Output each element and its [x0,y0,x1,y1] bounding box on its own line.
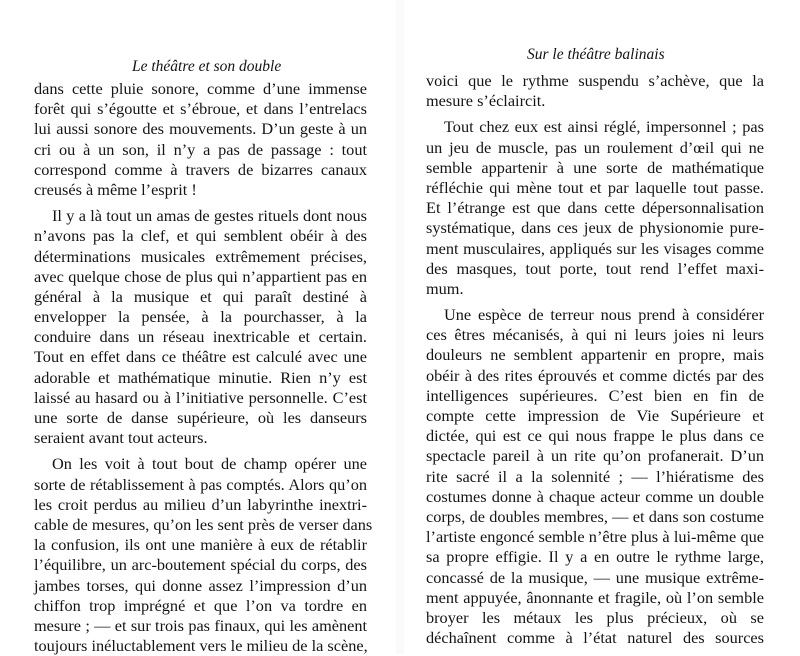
text-line: creusés à même l’esprit ! [34,179,197,199]
text-line: mesure ; — et sur trois pas finaux, qui les amènent [34,615,367,635]
text-line: avec quelque chose de plus qui n’appartient pas en [34,266,367,286]
text-line: semble appartenir à une sorte de mathématique [426,157,764,177]
text-line: général à la musique et qui paraît destiné à [34,286,367,306]
text-line: ment musculaires, appliqués sur les visages comme [426,238,764,258]
text-line: Tout en effet dans ce théâtre est calculé avec une [34,347,367,367]
text-line: seraient avant tout acteurs. [34,428,208,448]
text-line: envelopper la pensée, à la pourchasser, à la [34,307,367,327]
text-line: forêt qui s’égoutte et s’ébroue, et dans l’entrelacs [34,99,367,119]
text-line: Une espèce de terreur nous prend à considérer [444,305,764,325]
text-line: concassé de la musique, — une musique extrême- [426,567,764,587]
text-line: corps, de doubles membres, — et dans son costume [426,506,764,526]
text-line: toujours inéluctablement vers le milieu de la scène, [34,636,368,656]
text-line: ces êtres mécanisés, à qui ni leurs joies ni leurs [426,325,764,345]
text-line: sorte de rétablissement à pas comptés. Alors qu’on [34,474,367,494]
left-text-block [34,79,373,656]
text-line: chiffon trop imprégné et que l’on va tordre en [34,595,367,615]
text-line: sa propre effigie. Il y a en outre le rythme large, [426,547,764,567]
text-line: intelligences supérieures. C’est bien en fin de [426,385,764,405]
right-running-head: Sur le théâtre balinais [527,46,665,63]
text-line: jambes torses, qui donne assez l’impression d’un [34,575,367,595]
text-line: correspond comme à travers de bizarres canaux [34,159,367,179]
text-line: lui aussi sonore des mouvements. D’un geste à un [34,119,367,139]
text-line: Il y a là tout un amas de gestes rituels dont nous [52,206,367,226]
text-line: cri ou à un son, il n’y a pas de passage : tout [34,139,367,159]
text-line: les croit perdus au milieu d’un labyrinthe inextri- [34,494,367,514]
text-line: On les voit à tout bout de champ opérer une [52,454,367,474]
left-page [0,0,396,654]
text-line: conduire dans un réseau inextricable et certain. [34,327,367,347]
text-line: broyer les métaux les plus précieux, où se [426,607,764,627]
text-line: un jeu de muscle, pas un roulement d’œil qui ne [426,137,764,157]
text-line: des masques, tout porte, tout rend l’effet maxi- [426,258,764,278]
text-line: mum. [426,278,464,298]
text-line: déchaînent comme à l’état naturel des sources [426,628,764,648]
text-line: mesure s’éclaircit. [426,91,546,111]
text-line: ment appuyée, ânonnante et fragile, où l’on semble [426,587,764,607]
text-line: obéir à des rites éprouvés et comme dictés par des [426,365,764,385]
text-line: l’artiste engoncé semble n’être plus à lui-même que [426,527,764,547]
right-text-block [426,71,764,648]
text-line: déterminations musicales extrêmement précises, [34,246,367,266]
text-line: compte cette impression de Vie Supérieure et [426,406,764,425]
right-page [404,0,800,654]
text-line: Et l’étrange est que dans cette dépersonnalisation [426,198,764,218]
text-line: la confusion, ils ont une manière à eux de rétablir [34,535,367,555]
text-line: Tout chez eux est ainsi réglé, impersonnel ; pas [444,117,764,137]
text-line: réfléchie qui mène tout et par laquelle tout passe. [426,177,764,197]
text-line: l’équilibre, un arc-boutement spécial du corps, des [34,555,367,575]
text-line: spectacle pareil à un rite qu’on profanerait. D’un [426,446,764,466]
text-line: douleurs ne semblent appartenir en propre, mais [426,345,764,365]
book-gutter [396,0,404,654]
text-line: costumes donne à chaque acteur comme un double [426,486,764,506]
text-line: voici que le rythme suspendu s’achève, que la [426,71,764,90]
left-running-head: Le théâtre et son double [132,58,282,75]
text-line: une sorte de danse supérieure, où les danseurs [34,408,367,427]
text-line: systématique, dans ces jeux de physionomie pure- [426,218,764,238]
text-line: adorable et mathématique minutie. Rien n’y est [34,367,367,387]
text-line: laissé au hasard ou à l’initiative personnelle. C’est [34,387,367,407]
text-line: rite sacré il a la solennité ; — l’hiératisme des [426,466,764,486]
text-line: n’avons pas la clef, et qui semblent obéir à des [34,226,367,246]
text-line: dans cette pluie sonore, comme d’une immense [34,79,367,98]
text-line: dictée, qui est ce qui nous frappe le plus dans ce [426,426,764,446]
text-line: cable de mesures, qu’on les sent près de verser dans [34,514,373,534]
